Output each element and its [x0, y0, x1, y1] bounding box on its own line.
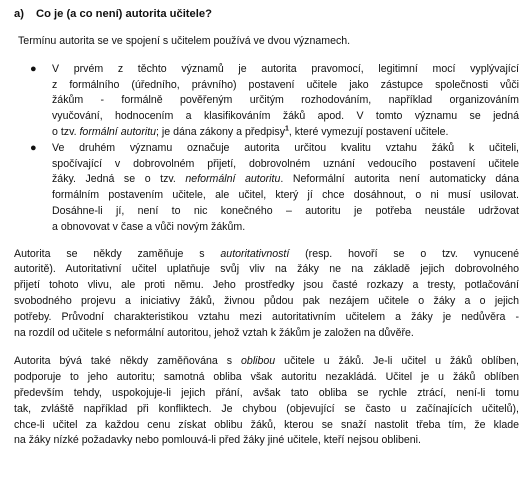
- paragraph-authoritativeness: [14, 247, 519, 342]
- section-title: Co je (a co není) autorita učitele?: [36, 8, 212, 20]
- text-line: [52, 125, 519, 141]
- text-line: spočívající v dobrovolném přijetí, dobrovolném uznání vedoucího postavení učitele: [52, 157, 519, 170]
- text-line: potřeby. Průvodní charakteristikou vztahu mezi autoritativním učitelem a žáky je nedůvěra -: [14, 310, 519, 323]
- text-line: na žáky nízké požadavky nebo pomlouvá-li před žáky jiné učitele, kteří nejsou oblibeni.: [14, 434, 421, 447]
- term-formal-authority: formální autoritu: [79, 125, 157, 138]
- text-line: tak, zvláště například při konfliktech. Je chybou (objevující se často u začínajících učitelů),: [14, 402, 519, 415]
- text-line: autoritě). Autoritativní učitel uplatňuje svůj vliv na žáky ne na základě jejich dobrovolného: [14, 263, 519, 276]
- list-item-formal-authority: [14, 62, 519, 141]
- text-line: vyučování, hodnocením a klasifikováním žáků apod. V tomto významu se jedná: [52, 110, 519, 123]
- list-item-informal-authority: [14, 141, 519, 236]
- text-fragment: učitele u žáků. Je-li učitel u žáků oblíben,: [275, 355, 520, 368]
- term-popularity: oblibou: [241, 355, 276, 368]
- text-fragment: . Neformální autorita není automaticky dána: [280, 173, 519, 186]
- text-line: V prvém z těchto významů je autorita pravomocí, legitimní mocí vyplývající: [52, 62, 519, 75]
- text-line: [52, 172, 519, 188]
- text-line: na rozdíl od učitele s neformální autoritou, jehož vztah k žákům je založen na důvěře.: [14, 326, 414, 339]
- paragraph-popularity: [14, 354, 519, 449]
- text-line: formálním postavením učitele, ale učitel, který jí chce dosáhnout, o ni musí usilovat.: [52, 189, 519, 202]
- section-heading: [14, 8, 519, 20]
- text-line: z formálního (úředního, právního) postavení učitele jako zástupce společnosti vůči: [52, 78, 519, 91]
- text-line: chce-li učitel za každou cenu získat oblibu žáků, kterou se snaží nastolit třeba tím, že klade: [14, 418, 519, 431]
- text-line: Ve druhém významu označuje autorita určitou kvalitu vztahu žáků k učiteli,: [52, 141, 519, 154]
- text-fragment: Autorita bývá také někdy zaměňována s: [14, 355, 242, 368]
- section-number: a): [14, 8, 24, 20]
- text-fragment: žáky. Jedná se o tzv.: [52, 173, 186, 186]
- text-line: především tehdy, uspokojuje-li jejich přání, avšak tato obliba se rychle ztrácí, není-li tomu: [14, 386, 519, 399]
- bullet-icon: ●: [30, 141, 37, 154]
- text-line: svobodného projevu a iniciativy žáků, živnou půdou pak nezájem učitele o žáky a o jejich: [14, 294, 519, 307]
- intro-sentence: Termínu autorita se ve spojení s učitelem používá ve dvou významech.: [18, 35, 351, 47]
- text-fragment: (resp. hovoří se o tzv. vynucené: [289, 247, 519, 260]
- text-fragment: o tzv.: [52, 125, 80, 138]
- text-line: Dosáhne-li jí, není to nic konečného – autoritu je potřeba neustále udržovat: [52, 204, 519, 217]
- text-line: podporuje to jeho autoritu; samotná obliba však autoritu nezakládá. Učitel je u žáků oblíben: [14, 371, 519, 384]
- text-line: přijetí tohoto vlivu, ale proti němu. Jeho prostředky jsou časté rozkazy a tresty, potlačování: [14, 279, 519, 292]
- term-informal-authority: neformální autoritu: [185, 173, 281, 186]
- term-authoritativeness: autoritativností: [220, 247, 290, 260]
- text-fragment: Autorita se někdy zaměňuje s: [14, 247, 221, 260]
- bullet-icon: ●: [30, 62, 37, 75]
- text-fragment: , které vymezují postavení učitele.: [288, 125, 449, 138]
- text-line: žákům - formálně pověřeným určitým rozhodováním, například organizováním: [52, 94, 519, 107]
- meaning-list: [14, 62, 519, 236]
- text-fragment: ; je dána zákony a předpisy: [156, 125, 286, 138]
- text-line: [14, 354, 519, 370]
- footnote-marker[interactable]: 1: [285, 125, 289, 133]
- text-line: [14, 247, 519, 263]
- text-line: a obnovovat v čase a vůči novým žákům.: [52, 220, 246, 233]
